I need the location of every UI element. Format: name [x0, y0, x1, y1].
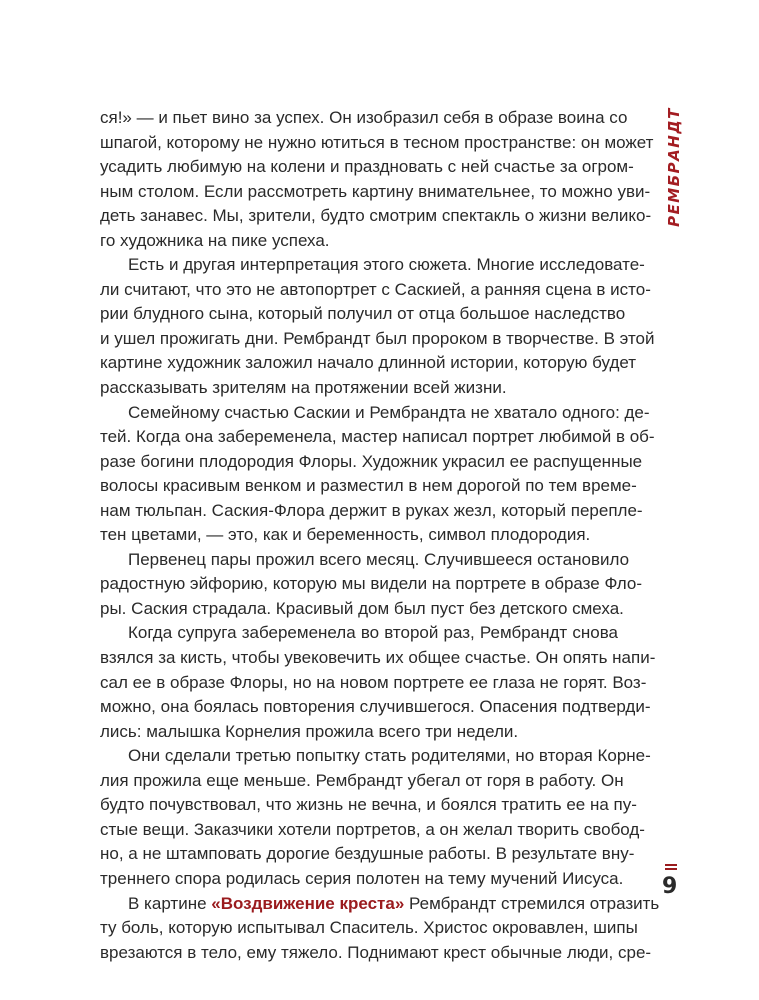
text-line: сал ее в образе Флоры, но на новом портрете ее глаза не горят. Воз- — [100, 672, 647, 692]
text-line: усадить любимую на колени и праздновать с ней счастье за огром- — [100, 157, 634, 177]
text-line: будто почувствовал, что жизнь не вечна, и боялся тратить ее на пу- — [100, 795, 637, 815]
text-line: тей. Когда она забеременела, мастер написал портрет любимой в об- — [100, 427, 655, 447]
running-head — [663, 107, 685, 227]
text-line: ли считают, что это не автопортрет с Саскией, а ранняя сцена в исто- — [100, 279, 651, 299]
text-line: деть занавес. Мы, зрители, будто смотрим спектакль о жизни велико- — [100, 206, 652, 226]
text-line: разе богини плодородия Флоры. Художник украсил ее распущенные — [100, 451, 643, 471]
text-line: Когда супруга забеременела во второй раз, Рембрандт снова — [128, 623, 618, 643]
text-line: и ушел прожигать дни. Рембрандт был пророком в творчестве. В этой — [100, 328, 655, 348]
text-line: шпагой, которому не нужно ютиться в тесном пространстве: он может — [100, 132, 654, 152]
text-line: Семейному счастью Саскии и Рембрандта не хватало одного: де- — [128, 402, 650, 422]
text-line: можно, она боялась повторения случившегося. Опасения подтверди- — [100, 697, 651, 717]
artwork-title: «Воздвижение креста» — [211, 893, 405, 913]
text-line: картине художник заложил начало длинной истории, которую будет — [100, 353, 637, 373]
text-line: лия прожила еще меньше. Рембрандт убегал от горя в работу. Он — [100, 770, 624, 790]
body-text — [100, 106, 660, 965]
text-line: рассказывать зрителям на протяжении всей жизни. — [100, 378, 507, 398]
text-line: врезаются в тело, ему тяжело. Поднимают крест обычные люди, сре- — [100, 942, 652, 962]
page-marker-line — [665, 864, 677, 866]
text-line: ту боль, которую испытывал Спаситель. Христос окровавлен, шипы — [100, 918, 638, 938]
text-line: лись: малышка Корнелия прожила всего три недели. — [100, 721, 519, 741]
text-line: волосы красивым венком и разместил в нем дорогой по тем време- — [100, 476, 637, 496]
text-line: ным столом. Если рассмотреть картину внимательнее, то можно уви- — [100, 181, 651, 201]
text-line-with-emphasis — [100, 892, 660, 917]
text-line: Есть и другая интерпретация этого сюжета. Многие исследовате- — [128, 255, 645, 275]
running-head-text: РЕМБРАНДТ — [665, 107, 683, 227]
text-line: тен цветами, — это, как и беременность, символ плодородия. — [100, 525, 591, 545]
line-text-before: В картине — [128, 893, 212, 913]
text-line: стые вещи. Заказчики хотели портретов, а он желал творить свобод- — [100, 819, 645, 839]
text-line: Первенец пары прожил всего месяц. Случившееся остановило — [128, 549, 630, 569]
text-line: радостную эйфорию, которую мы видели на портрете в образе Фло- — [100, 574, 643, 594]
text-line: треннего спора родилась серия полотен на тему мучений Иисуса. — [100, 868, 624, 888]
text-line: ся!» — и пьет вино за успех. Он изобразил себя в образе воина со — [100, 108, 628, 127]
text-line: ры. Саския страдала. Красивый дом был пуст без детского смеха. — [100, 598, 624, 618]
text-line: Они сделали третью попытку стать родителями, но вторая Корне- — [128, 746, 651, 766]
text-line: взялся за кисть, чтобы увековечить их общее счастье. Он опять напи- — [100, 648, 656, 668]
text-line: рии блудного сына, который получил от отца большое наследство — [100, 304, 626, 324]
text-line: го художника на пике успеха. — [100, 230, 330, 250]
page-number: 9 — [662, 874, 678, 899]
page-marker-line — [665, 868, 677, 870]
text-line: нам тюльпан. Саския-Флора держит в руках жезл, который переплe- — [100, 500, 643, 520]
text-line: но, а не штамповать дорогие бездушные работы. В результате вну- — [100, 844, 635, 864]
line-text-after: Рембрандт стремился отразить — [404, 893, 660, 913]
